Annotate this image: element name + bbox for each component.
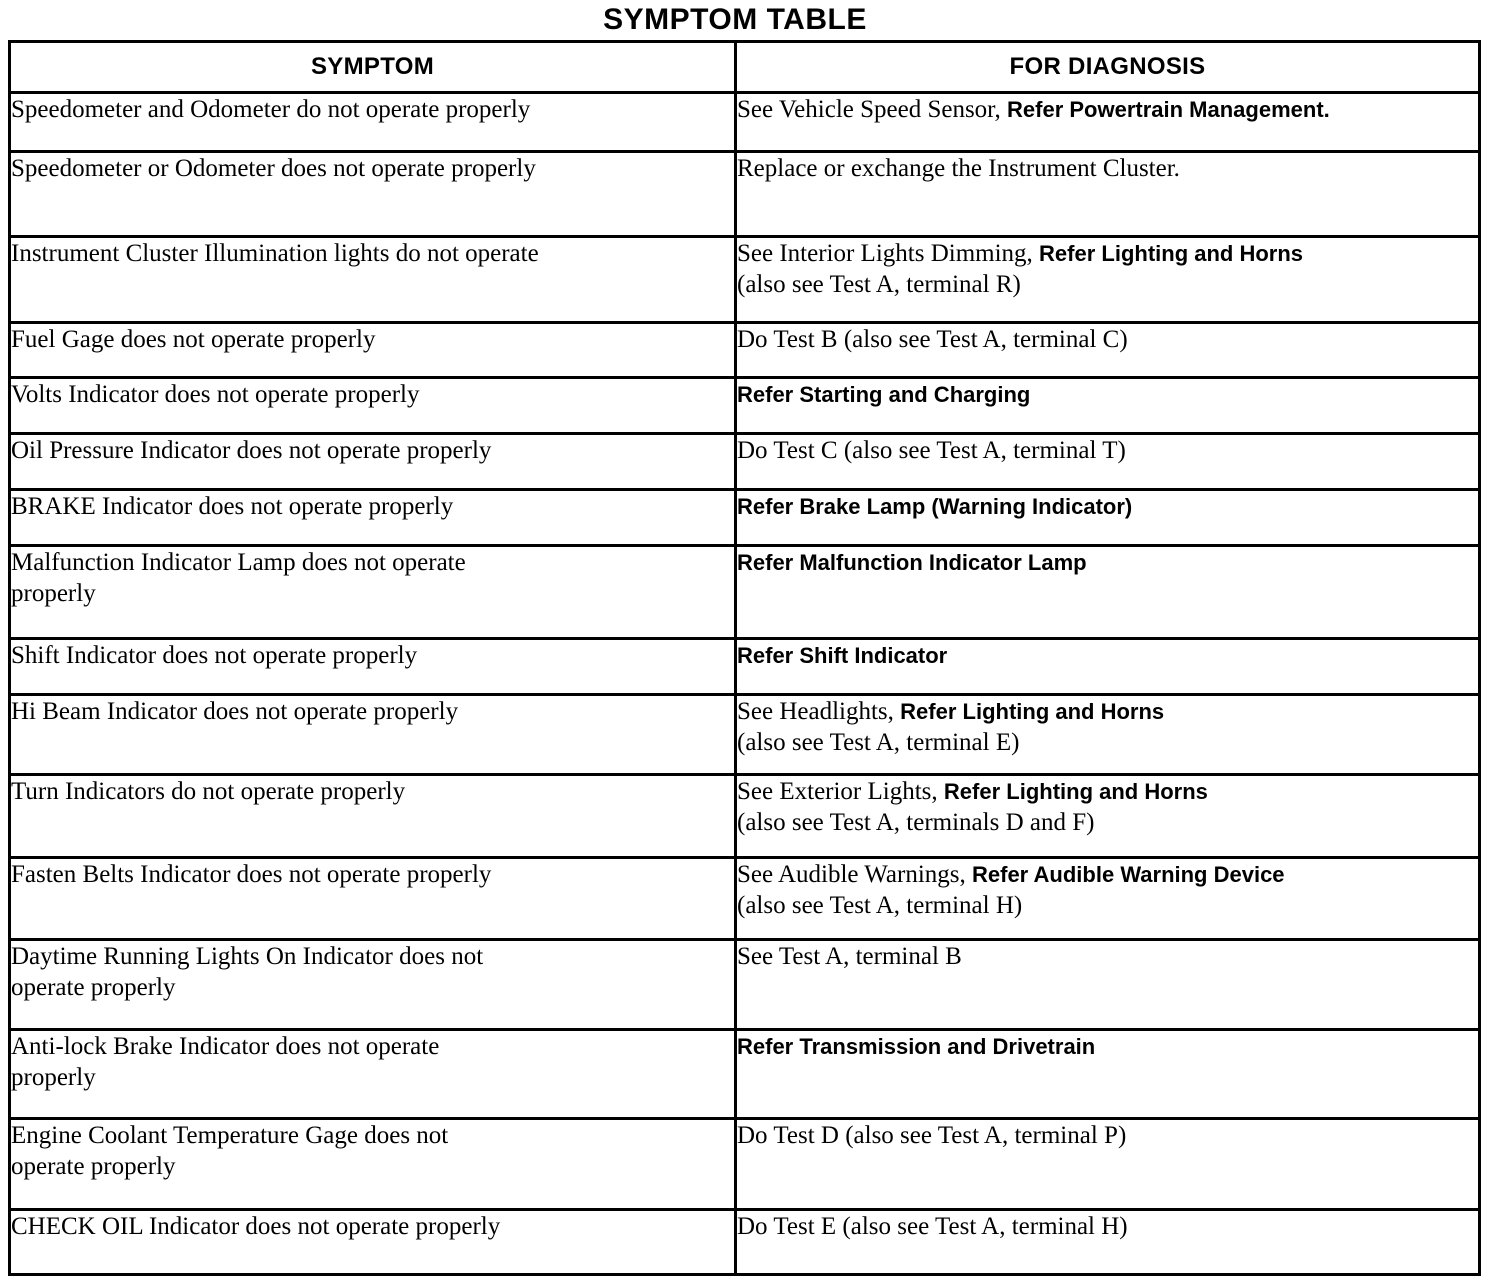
diagnosis-line [737, 94, 1478, 125]
diagnosis-cell [736, 237, 1480, 323]
table-row [10, 1119, 1480, 1210]
symptom-text: Speedometer or Odometer does not operate properly [11, 155, 536, 182]
diagnosis-line [737, 1211, 1478, 1242]
table-row [10, 237, 1480, 323]
symptom-text: Turn Indicators do not operate properly [11, 778, 406, 805]
symptom-cell [10, 1030, 736, 1119]
diagnosis-line [737, 640, 1478, 671]
symptom-text: BRAKE Indicator does not operate properly [11, 493, 454, 520]
symptom-text: Speedometer and Odometer do not operate properly [11, 96, 531, 123]
diagnosis-line [737, 890, 1478, 921]
table-row [10, 323, 1480, 378]
table-row [10, 775, 1480, 858]
diagnosis-line [737, 941, 1478, 972]
diagnosis-text: (also see Test A, terminals D and F) [737, 809, 1095, 836]
symptom-text: Daytime Running Lights On Indicator does not [11, 943, 484, 970]
diagnosis-cell [736, 152, 1480, 237]
symptom-cell [10, 152, 736, 237]
symptom-text: Fasten Belts Indicator does not operate properly [11, 861, 492, 888]
diagnosis-reference: Refer Audible Warning Device [972, 862, 1285, 887]
diagnosis-text: (also see Test A, terminal R) [737, 271, 1021, 298]
diagnosis-reference: Refer Lighting and Horns [900, 699, 1165, 724]
diagnosis-cell [736, 940, 1480, 1030]
table-row [10, 695, 1480, 775]
diagnosis-line [737, 547, 1478, 578]
table-row [10, 858, 1480, 940]
symptom-cell [10, 490, 736, 546]
diagnosis-cell [736, 858, 1480, 940]
symptom-cell [10, 434, 736, 490]
diagnosis-line [737, 379, 1478, 410]
diagnosis-text: Do Test B (also see Test A, terminal C) [737, 326, 1128, 353]
symptom-cell [10, 940, 736, 1030]
diagnosis-text: Do Test C (also see Test A, terminal T) [737, 437, 1126, 464]
diagnosis-reference: Refer Malfunction Indicator Lamp [737, 550, 1087, 575]
symptom-cell [10, 93, 736, 152]
diagnosis-reference: Refer Starting and Charging [737, 382, 1031, 407]
diagnosis-text: (also see Test A, terminal H) [737, 892, 1023, 919]
symptom-cell [10, 1119, 736, 1210]
diagnosis-reference: Refer Lighting and Horns [1039, 241, 1304, 266]
diagnosis-line [737, 859, 1478, 890]
diagnosis-line [737, 696, 1478, 727]
symptom-text: Volts Indicator does not operate properly [11, 381, 420, 408]
symptom-cell [10, 546, 736, 639]
symptom-text: Fuel Gage does not operate properly [11, 326, 376, 353]
diagnosis-text: Replace or exchange the Instrument Cluster. [737, 155, 1180, 182]
table-body [10, 93, 1480, 1275]
symptom-cell [10, 775, 736, 858]
diagnosis-cell [736, 1210, 1480, 1275]
diagnosis-line [737, 491, 1478, 522]
symptom-cell [10, 237, 736, 323]
diagnosis-reference: Refer Transmission and Drivetrain [737, 1034, 1096, 1059]
diagnosis-line [737, 776, 1478, 807]
diagnosis-cell [736, 1119, 1480, 1210]
diagnosis-cell [736, 434, 1480, 490]
symptom-cell [10, 639, 736, 695]
symptom-text: properly [11, 1064, 96, 1091]
symptom-column-header: SYMPTOM [10, 42, 736, 93]
diagnosis-text: See Vehicle Speed Sensor, [737, 96, 1008, 123]
diagnosis-line [737, 238, 1478, 269]
diagnosis-cell [736, 639, 1480, 695]
table-row [10, 1030, 1480, 1119]
symptom-cell [10, 323, 736, 378]
symptom-text: operate properly [11, 1153, 176, 1180]
diagnosis-text: See Test A, terminal B [737, 943, 962, 970]
symptom-text: Instrument Cluster Illumination lights do not operate [11, 240, 539, 267]
table-row [10, 546, 1480, 639]
symptom-text: CHECK OIL Indicator does not operate properly [11, 1213, 501, 1240]
diagnosis-cell [736, 93, 1480, 152]
diagnosis-text: Do Test E (also see Test A, terminal H) [737, 1213, 1128, 1240]
symptom-cell [10, 378, 736, 434]
diagnosis-reference: Refer Powertrain Management. [1007, 97, 1330, 122]
symptom-text: Oil Pressure Indicator does not operate properly [11, 437, 492, 464]
diagnosis-line [737, 727, 1478, 758]
diagnosis-line [737, 1120, 1478, 1151]
diagnosis-reference: Refer Brake Lamp (Warning Indicator) [737, 494, 1133, 519]
table-row [10, 378, 1480, 434]
symptom-table [8, 40, 1481, 1276]
symptom-text: properly [11, 580, 96, 607]
diagnosis-line [737, 1031, 1478, 1062]
diagnosis-cell [736, 775, 1480, 858]
diagnosis-line [737, 435, 1478, 466]
table-title: SYMPTOM TABLE [603, 3, 867, 36]
table-row [10, 639, 1480, 695]
table-row [10, 490, 1480, 546]
symptom-text: Shift Indicator does not operate properly [11, 642, 418, 669]
diagnosis-line [737, 269, 1478, 300]
symptom-text: Malfunction Indicator Lamp does not operate [11, 549, 466, 576]
table-row [10, 434, 1480, 490]
diagnosis-text: See Interior Lights Dimming, [737, 240, 1040, 267]
diagnosis-text: See Exterior Lights, [737, 778, 944, 805]
diagnosis-cell [736, 323, 1480, 378]
diagnosis-column-header: FOR DIAGNOSIS [736, 42, 1480, 93]
diagnosis-text: See Audible Warnings, [737, 861, 972, 888]
diagnosis-line [737, 153, 1478, 184]
table-row [10, 940, 1480, 1030]
header-row [10, 42, 1480, 93]
symptom-text: Hi Beam Indicator does not operate properly [11, 698, 459, 725]
symptom-cell [10, 1210, 736, 1275]
diagnosis-cell [736, 546, 1480, 639]
diagnosis-cell [736, 378, 1480, 434]
diagnosis-reference: Refer Shift Indicator [737, 643, 948, 668]
symptom-text: Engine Coolant Temperature Gage does not [11, 1122, 449, 1149]
diagnosis-text: See Headlights, [737, 698, 901, 725]
symptom-cell [10, 695, 736, 775]
symptom-text: Anti-lock Brake Indicator does not operate [11, 1033, 440, 1060]
diagnosis-reference: Refer Lighting and Horns [943, 779, 1208, 804]
diagnosis-cell [736, 1030, 1480, 1119]
symptom-text: operate properly [11, 974, 176, 1001]
diagnosis-line [737, 324, 1478, 355]
diagnosis-text: (also see Test A, terminal E) [737, 729, 1020, 756]
table-row [10, 152, 1480, 237]
diagnosis-line [737, 807, 1478, 838]
symptom-cell [10, 858, 736, 940]
diagnosis-text: Do Test D (also see Test A, terminal P) [737, 1122, 1127, 1149]
table-row [10, 93, 1480, 152]
diagnosis-cell [736, 490, 1480, 546]
diagnosis-cell [736, 695, 1480, 775]
table-row [10, 1210, 1480, 1275]
